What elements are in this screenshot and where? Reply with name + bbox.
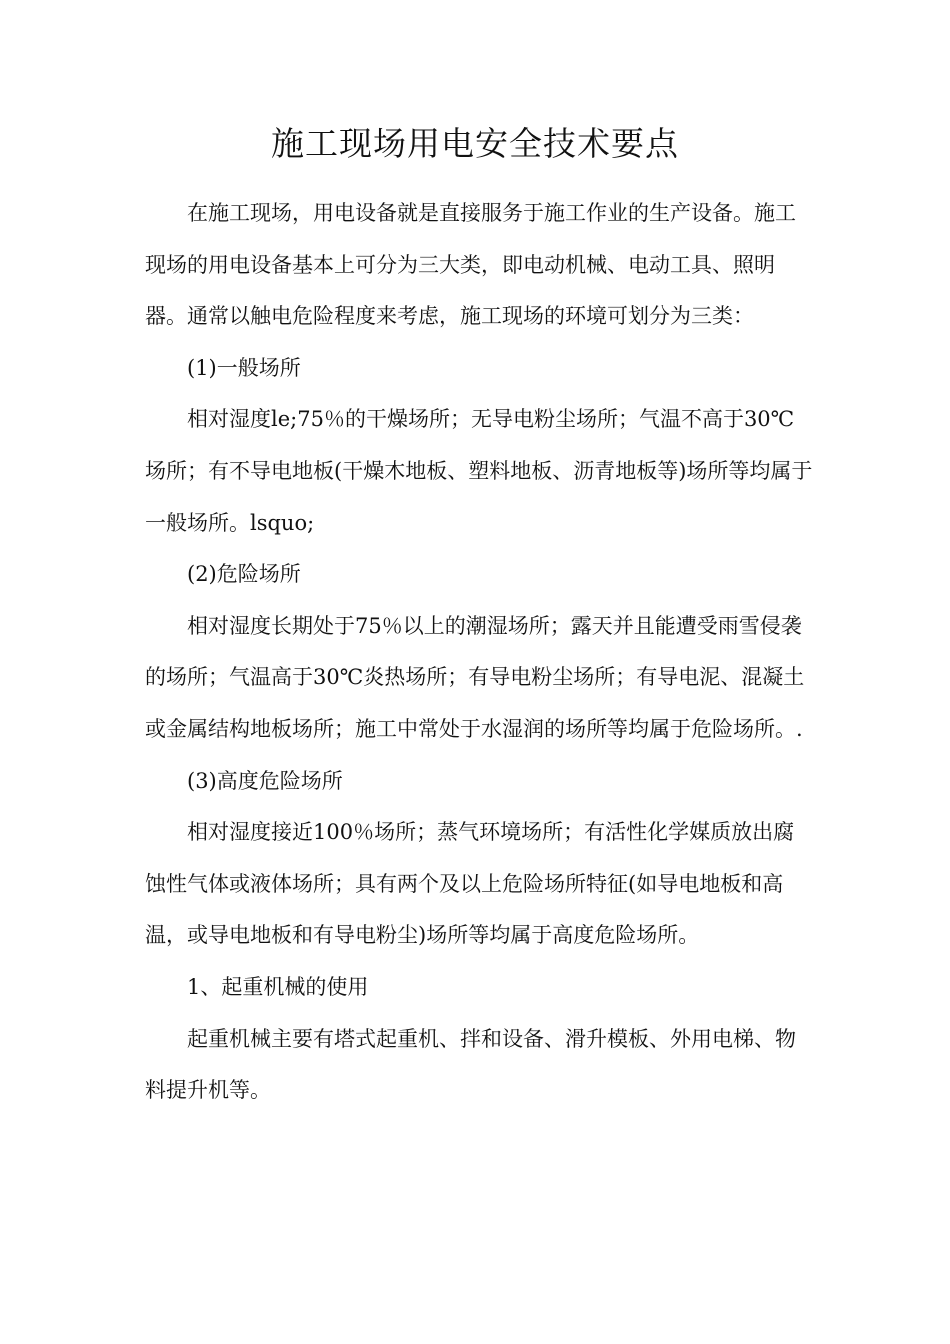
paragraph-high-danger-site: 相对湿度接近100％场所；蒸气环境场所；有活性化学媒质放出腐蚀性气体或液体场所；具有两个及以上危险场所特征(如导电地板和高温，或导电地板和有导电粉尘)场所等均属于高度危险场所。 [145, 820, 795, 948]
paragraph-dangerous-site: 相对湿度长期处于75％以上的潮湿场所；露天并且能遭受雨雪侵袭的场所；气温高于30℃炎热场所；有导电粉尘场所；有导电泥、混凝土或金属结构地板场所；施工中常处于水湿润的场所等均属于危险场所。. [145, 613, 805, 741]
paragraph-intro: 在施工现场，用电设备就是直接服务于施工作业的生产设备。施工现场的用电设备基本上可分为三大类，即电动机械、电动工具、照明器。通常以触电危险程度来考虑，施工现场的环境可划分为三类： [145, 201, 796, 329]
paragraph-general-site: 相对湿度le;75％的干燥场所；无导电粉尘场所；气温不高于30℃场所；有不导电地板(干燥木地板、塑料地板、沥青地板等)场所等均属于一般场所。lsquo; [145, 407, 813, 535]
heading-general-site: (1)一般场所 [187, 355, 301, 380]
heading-crane-usage: 1、起重机械的使用 [187, 974, 369, 999]
paragraph-crane-usage: 起重机械主要有塔式起重机、拌和设备、滑升模板、外用电梯、物料提升机等。 [145, 1026, 796, 1103]
heading-dangerous-site: (2)危险场所 [187, 562, 301, 587]
heading-high-danger-site: (3)高度危险场所 [187, 768, 343, 793]
document-body [145, 188, 815, 1117]
document-title: 施工现场用电安全技术要点 [271, 124, 679, 163]
